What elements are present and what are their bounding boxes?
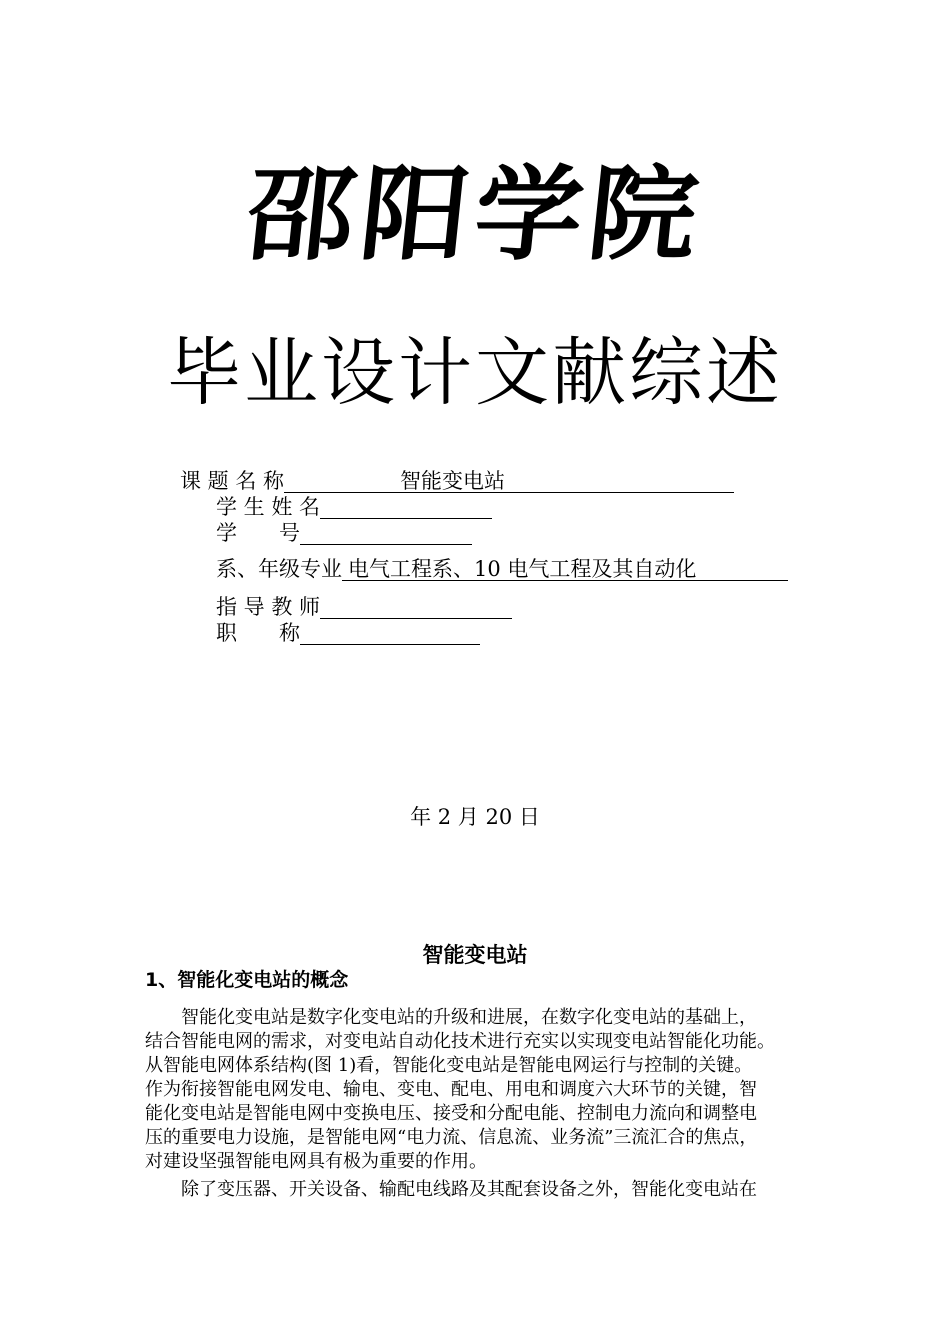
title-field	[300, 620, 480, 645]
advisor-row	[216, 594, 512, 620]
id-label: 学 号	[216, 521, 300, 545]
paragraph-line: 从智能电网体系结构(图 1)看，智能化变电站是智能电网运行与控制的关键。	[145, 1055, 753, 1076]
dept-label: 系、年级专业	[216, 557, 342, 581]
topic-label: 课 题 名 称	[180, 469, 285, 493]
paragraph-line: 能化变电站是智能电网中变换电压、接受和分配电能、控制电力流向和调整电	[145, 1103, 757, 1124]
advisor-label: 指 导 教 师	[216, 595, 321, 619]
student-label: 学 生 姓 名	[216, 495, 321, 519]
topic-row	[180, 468, 734, 494]
id-field	[300, 520, 472, 545]
title-label: 职 称	[216, 621, 300, 645]
paragraph-line: 压的重要电力设施，是智能电网“电力流、信息流、业务流”三流汇合的焦点，	[145, 1127, 758, 1148]
id-row	[216, 520, 472, 546]
topic-value: 智能变电站	[400, 469, 506, 493]
title-row	[216, 620, 480, 646]
paragraph-line: 智能化变电站是数字化变电站的升级和进展，在数字化变电站的基础上，	[181, 1007, 757, 1028]
dept-value: 电气工程系、10 电气工程及其自动化	[348, 557, 697, 581]
advisor-field	[320, 594, 512, 619]
dept-field	[342, 556, 788, 581]
paragraph-line: 作为衔接智能电网发电、输电、变电、配电、用电和调度六大环节的关键，智	[145, 1079, 757, 1100]
document-title: 毕业设计文献综述	[167, 330, 783, 416]
paragraph-line: 对建设坚强智能电网具有极为重要的作用。	[145, 1151, 487, 1172]
submission-date: 年 2 月 20 日	[410, 805, 540, 829]
student-field	[320, 494, 492, 519]
section-heading: 智能变电站	[422, 943, 528, 967]
topic-field	[284, 468, 734, 493]
subsection-heading: 1、智能化变电站的概念	[145, 969, 349, 991]
paragraph-line: 除了变压器、开关设备、输配电线路及其配套设备之外，智能化变电站在	[181, 1179, 757, 1200]
paragraph-line: 结合智能电网的需求，对变电站自动化技术进行充实以实现变电站智能化功能。	[145, 1031, 775, 1052]
college-name-calligraphy: 邵阳学院	[240, 155, 710, 275]
student-row	[216, 494, 492, 520]
dept-row	[216, 556, 788, 582]
